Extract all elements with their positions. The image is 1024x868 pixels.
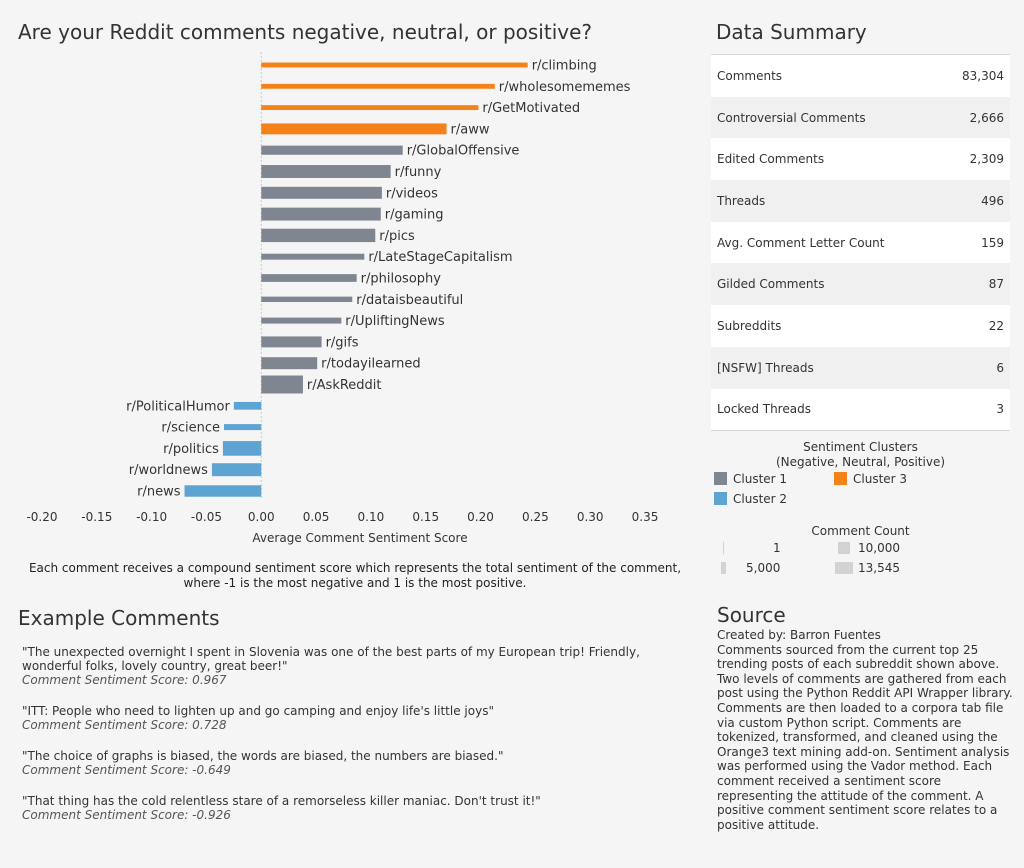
summary-label: Gilded Comments (717, 277, 825, 292)
examples-title: Example Comments (18, 606, 220, 630)
x-tick-label: -0.15 (81, 510, 113, 524)
bar-label: r/videos (385, 186, 438, 202)
bar-label: r/news (137, 484, 181, 500)
summary-row-comments (711, 55, 1010, 97)
source-title: Source (717, 603, 786, 627)
summary-label: Subreddits (717, 318, 782, 333)
summary-value: 2,309 (969, 152, 1004, 167)
bar-label: r/wholesomememes (498, 79, 631, 95)
summary-value: 496 (981, 193, 1004, 208)
size-mark-13545 (835, 562, 853, 574)
bar-label: r/aww (450, 122, 490, 138)
summary-label: [NSFW] Threads (717, 360, 814, 375)
example-comments (22, 645, 692, 839)
summary-value: 6 (996, 360, 1004, 375)
bar-news (185, 485, 262, 496)
summary-label: Controversial Comments (717, 110, 866, 125)
summary-row-gilded (711, 263, 1010, 305)
bar-askreddit (261, 376, 303, 394)
bar-politicalhumor (234, 402, 261, 410)
example-score: Comment Sentiment Score: 0.728 (22, 718, 227, 732)
source-text (717, 628, 1017, 832)
summary-value: 2,666 (969, 110, 1004, 125)
sentiment-bar-chart (0, 48, 700, 528)
summary-row-subreddits (711, 305, 1010, 347)
bar-label: r/GlobalOffensive (406, 143, 520, 159)
example-text: "The unexpected overnight I spent in Slovenia was one of the best parts of my European trip! Friendly, wonderful folks, lovely country, great beer!" (22, 645, 640, 673)
bar-upliftingnews (261, 318, 341, 324)
bar-globaloffensive (261, 146, 402, 155)
summary-value: 159 (981, 235, 1004, 250)
bar-getmotivated (261, 105, 478, 110)
summary-label: Threads (717, 193, 766, 208)
clusters-legend-title-line1: Sentiment Clusters (803, 440, 918, 454)
example-text: "That thing has the cold relentless stare of a remorseless killer maniac. Don't trust it!" (22, 794, 541, 808)
summary-value: 87 (988, 277, 1004, 292)
size-mark-10000 (838, 542, 850, 554)
example-comment (22, 704, 692, 732)
size-label-5000: 5,000 (746, 561, 781, 575)
bar-label: r/climbing (531, 58, 597, 74)
chart-caption: Each comment receives a compound sentiment score which represents the total sentiment of the comment, where -1 is the most negative and 1 is the most positive. (28, 561, 682, 590)
bar-label: r/worldnews (128, 463, 208, 479)
summary-label: Locked Threads (717, 402, 811, 417)
summary-row-letter-count (711, 222, 1010, 264)
x-tick-label: 0.05 (302, 510, 330, 524)
bar-climbing (261, 63, 527, 68)
bar-label: r/politics (163, 441, 219, 457)
example-comment (22, 645, 692, 687)
legend-cluster-2-label: Cluster 2 (733, 492, 788, 506)
x-tick-label: 0.30 (576, 510, 604, 524)
bar-todayilearned (261, 357, 317, 369)
bar-label: r/UpliftingNews (345, 314, 445, 330)
legend-cluster-1-label: Cluster 1 (733, 472, 788, 486)
legend-cluster-1 (714, 472, 787, 486)
summary-label: Comments (717, 68, 783, 83)
cluster-1-swatch (714, 472, 727, 485)
clusters-legend-title (711, 440, 1010, 470)
x-tick-label: 0.15 (412, 510, 440, 524)
legend-cluster-3-label: Cluster 3 (853, 472, 908, 486)
size-label-1: 1 (773, 541, 781, 555)
bar-label: r/gifs (325, 335, 359, 351)
summary-label: Edited Comments (717, 152, 825, 167)
cluster-2-swatch (714, 492, 727, 505)
summary-value: 83,304 (962, 68, 1004, 83)
chart-title: Are your Reddit comments negative, neutral, or positive? (18, 20, 593, 44)
bar-latestagecapitalism (261, 254, 364, 260)
bar-label: r/philosophy (360, 271, 441, 287)
bar-politics (223, 441, 261, 456)
x-tick-label: 0.25 (522, 510, 549, 524)
x-tick-label: 0.35 (631, 510, 659, 524)
example-comment (22, 749, 692, 777)
bar-philosophy (261, 274, 356, 282)
x-tick-label: -0.20 (26, 510, 58, 524)
bar-label: r/pics (379, 228, 415, 244)
bar-worldnews (212, 463, 261, 476)
source-author: Created by: Barron Fuentes (717, 628, 881, 642)
x-tick-label: -0.05 (190, 510, 222, 524)
x-tick-label: 0.00 (247, 510, 275, 524)
example-text: "ITT: People who need to lighten up and go camping and enjoy life's little joys" (22, 704, 494, 718)
x-tick-label: -0.10 (136, 510, 168, 524)
example-score: Comment Sentiment Score: -0.649 (22, 763, 231, 777)
x-tick-label: 0.20 (467, 510, 494, 524)
bar-pics (261, 229, 375, 242)
size-label-10000: 10,000 (858, 541, 900, 555)
size-mark-5000 (721, 562, 726, 574)
example-text: "The choice of graphs is biased, the words are biased, the numbers are biased." (22, 749, 504, 763)
bar-funny (261, 165, 390, 178)
count-legend-title: Comment Count (811, 524, 910, 538)
summary-value: 22 (988, 318, 1004, 333)
bar-label: r/todayilearned (321, 356, 421, 372)
legend-cluster-2 (714, 492, 787, 506)
source-description: Comments sourced from the current top 25 trending posts of each subreddit shown above. Two levels of comments are gathered from each post using the Python Reddit API Wrapper library. Comments are then loaded to a corpora tab file via custom Python script. Comments are tokenized, transformed, and cleaned using the Orange3 text mining add-on. Sentiment analysis was performed using the Vador method. Each comment received a sentiment score representing the attitude of the comment. A positive comment sentiment score relates to a positive attitude. (717, 642, 1013, 832)
summary-row-controversial (711, 97, 1010, 139)
bar-science (224, 424, 261, 430)
bar-gaming (261, 208, 381, 221)
bar-dataisbeautiful (261, 297, 352, 302)
cluster-3-swatch (834, 472, 847, 485)
bar-label: r/GetMotivated (482, 101, 581, 117)
example-score: Comment Sentiment Score: 0.967 (22, 673, 227, 687)
summary-label: Avg. Comment Letter Count (717, 235, 885, 250)
legend-cluster-3 (834, 472, 907, 486)
summary-title: Data Summary (716, 20, 867, 44)
clusters-legend-title-line2: (Negative, Neutral, Positive) (775, 455, 946, 469)
bar-label: r/AskReddit (306, 378, 382, 393)
summary-value: 3 (996, 402, 1004, 417)
x-tick-label: 0.10 (357, 510, 385, 524)
example-comment (22, 794, 692, 822)
size-mark-1 (723, 542, 724, 554)
bar-label: r/dataisbeautiful (356, 292, 464, 308)
bar-wholesomememes (261, 84, 495, 89)
data-summary-table (711, 54, 1010, 431)
bar-label: r/funny (394, 165, 442, 180)
bar-label: r/PoliticalHumor (126, 399, 230, 415)
summary-row-edited (711, 138, 1010, 180)
bar-gifs (261, 336, 321, 347)
size-label-13545: 13,545 (858, 561, 900, 575)
summary-row-threads (711, 180, 1010, 222)
summary-row-locked (711, 389, 1010, 431)
bar-label: r/gaming (384, 207, 444, 223)
summary-row-nsfw (711, 347, 1010, 389)
bar-aww (261, 123, 446, 134)
x-axis-title: Average Comment Sentiment Score (252, 531, 468, 545)
example-score: Comment Sentiment Score: -0.926 (22, 808, 231, 822)
bar-label: r/science (161, 420, 220, 436)
bar-label: r/LateStageCapitalism (368, 250, 513, 266)
bar-videos (261, 187, 382, 199)
